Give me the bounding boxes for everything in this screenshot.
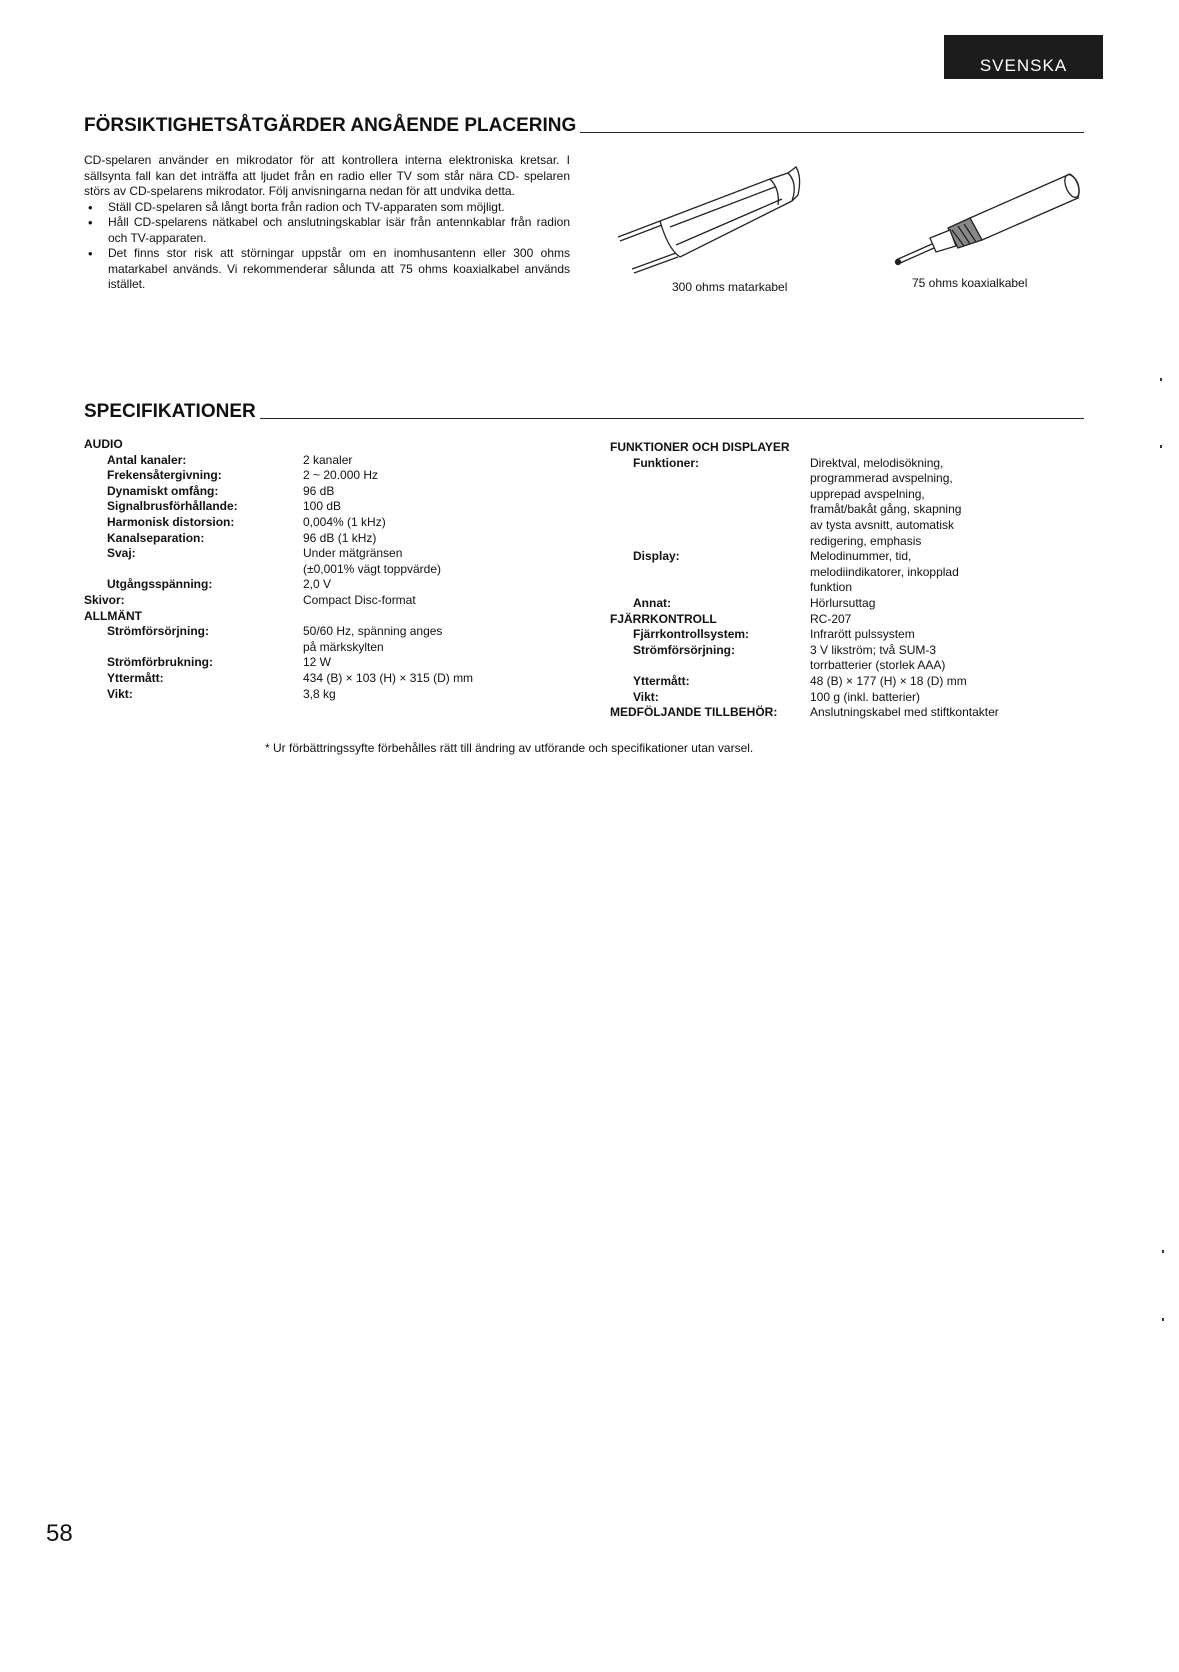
spec-row: Dynamiskt omfång: 96 dB (107, 483, 335, 498)
placement-intro (84, 153, 570, 293)
spec-row: Yttermått: 48 (B) × 177 (H) × 18 (D) mm (633, 673, 967, 688)
specs-right-column (610, 440, 1130, 721)
coax-cable-illustration (890, 168, 1090, 268)
spec-row: Funktioner: Direktval, melodisökning, programmerad avspelning, upprepad avspelning, framåt/bakåt gång, skapning av tysta avsnitt, automatisk redigering, emphasis (633, 455, 962, 548)
bullet-item: • Det finns stor risk att störningar uppstår om en inomhusantenn eller 300 ohms matarkabel används. Vi rekommenderar sålunda att 75 ohms koaxialkabel används istället. (84, 246, 570, 293)
group-functions: FUNKTIONER OCH DISPLAYER (610, 440, 790, 454)
spec-row-discs: Skivor: Compact Disc-format (84, 592, 416, 607)
spec-row: Antal kanaler: 2 kanaler (107, 452, 353, 467)
spec-row: Fjärrkontrollsystem: Infrarött pulssystem (633, 627, 915, 642)
intro-paragraph: CD-spelaren använder en mikrodator för att kontrollera interna elektroniska kretsar. I sällsynta fall kan det inträffa att ljudet från en radio eller TV som står nära CD- spelaren störs av CD-spelarens mikrodator. Följ anvisningarna nedan för att undvika detta. (84, 153, 570, 198)
spec-row-accessories: MEDFÖLJANDE TILLBEHÖR: Anslutningskabel med stiftkontakter (610, 705, 999, 720)
specs-heading (84, 401, 1084, 423)
feeder-caption: 300 ohms matarkabel (672, 280, 788, 294)
spec-row: Frekensåtergivning: 2 ~ 20.000 Hz (107, 468, 379, 483)
spec-row: Strömförsörjning: 50/60 Hz, spänning anges på märkskylten (107, 624, 443, 654)
spec-row: Annat: Hörlursuttag (633, 595, 876, 610)
spec-row: Vikt: 3,8 kg (107, 686, 336, 701)
spec-row: Yttermått: 434 (B) × 103 (H) × 315 (D) mm (107, 670, 474, 685)
spec-row-remote: FJÄRRKONTROLL RC-207 (610, 611, 852, 626)
scan-speck (1162, 1250, 1164, 1253)
bullet-list (84, 200, 570, 293)
bullet-item: • Håll CD-spelarens nätkabel och anslutningskablar isär från antennkablar från radion och TV-apparaten. (84, 215, 570, 246)
footnote: * Ur förbättringssyfte förbehålles rätt till ändring av utförande och specifikationer utan varsel. (265, 741, 754, 755)
coax-caption: 75 ohms koaxialkabel (912, 276, 1028, 290)
bullet-item: • Ställ CD-spelaren så långt borta från radion och TV-apparaten som möjligt. (84, 200, 570, 216)
language-tab: SVENSKA (944, 35, 1103, 79)
scan-speck (1162, 1318, 1164, 1321)
spec-row: Display: Melodinummer, tid, melodiindikatorer, inkopplad funktion (633, 549, 959, 595)
spec-row: Strömförsörjning: 3 V likström; två SUM-3 torrbatterier (storlek AAA) (633, 642, 946, 673)
placement-heading-text: FÖRSIKTIGHETSÅTGÄRDER ANGÅENDE PLACERING (84, 115, 577, 136)
group-audio: AUDIO (84, 437, 123, 451)
spec-row: Svaj: Under mätgränsen (±0,001% vägt toppvärde) (107, 546, 441, 576)
placement-heading (84, 115, 1084, 137)
spec-row: Vikt: 100 g (inkl. batterier) (633, 689, 921, 704)
group-general: ALLMÄNT (84, 608, 142, 623)
page-number: 58 (46, 1520, 73, 1547)
scan-speck (1160, 445, 1162, 448)
specs-left-column (84, 437, 584, 702)
spec-row: Strömförbrukning: 12 W (107, 655, 332, 670)
heading-rule (260, 418, 1084, 419)
spec-row: Harmonisk distorsion: 0,004% (1 kHz) (107, 514, 386, 529)
spec-row: Utgångsspänning: 2,0 V (107, 577, 332, 592)
feeder-cable-illustration (610, 165, 810, 275)
scan-speck (1160, 378, 1162, 381)
specs-heading-text: SPECIFIKATIONER (84, 401, 256, 422)
spec-row: Signalbrusförhållande: 100 dB (107, 499, 342, 514)
spec-row: Kanalseparation: 96 dB (1 kHz) (107, 530, 377, 545)
heading-rule (580, 132, 1084, 133)
